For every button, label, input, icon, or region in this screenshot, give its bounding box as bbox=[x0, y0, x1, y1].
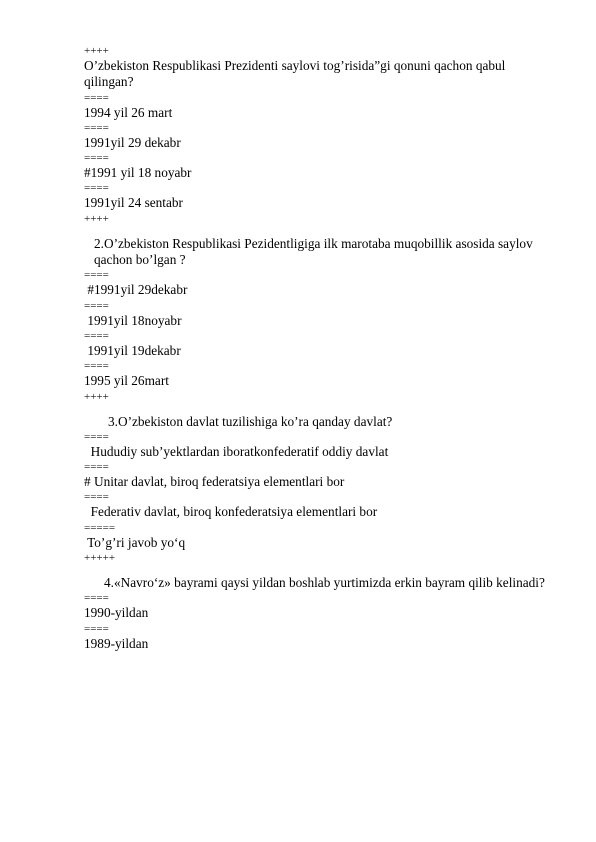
separator-marker: ==== bbox=[84, 299, 109, 312]
text-line: To’g’ri javob yo‘q bbox=[84, 534, 186, 550]
text-line: #1991 yil 18 noyabr bbox=[84, 165, 192, 181]
text-line: 2.O’zbekiston Respublikasi Pezidentligiga ilk marotaba muqobillik asosida saylov qachon bo’lgan ? bbox=[94, 235, 533, 268]
text-line: Hududiy sub’yektlardan iboratkonfederatif oddiy davlat bbox=[84, 443, 389, 459]
separator-marker: ==== bbox=[84, 491, 109, 504]
document-page bbox=[84, 44, 554, 652]
text-line: #1991yil 29dekabr bbox=[84, 282, 188, 298]
separator-marker: ==== bbox=[84, 269, 109, 282]
text-line: 1989-yildan bbox=[84, 635, 149, 651]
separator-marker: ==== bbox=[84, 152, 109, 165]
text-line: 1990-yildan bbox=[84, 605, 149, 621]
text-line: 1991yil 24 sentabr bbox=[84, 195, 183, 211]
text-line: 1991yil 19dekabr bbox=[84, 342, 181, 358]
separator-marker: ==== bbox=[84, 461, 109, 474]
separator-marker: ++++ bbox=[84, 45, 109, 57]
text-line: 1991yil 18noyabr bbox=[84, 312, 182, 328]
text-line: 4.«Navro‘z» bayrami qaysi yildan boshlab yurtimizda erkin bayram qilib kelinadi? bbox=[104, 575, 545, 591]
separator-marker: ==== bbox=[84, 121, 109, 134]
spacer bbox=[84, 404, 554, 414]
spacer bbox=[84, 226, 554, 236]
separator-marker: ==== bbox=[84, 91, 109, 104]
text-line: 3.O’zbekiston davlat tuzilishiga ko’ra qanday davlat? bbox=[108, 413, 393, 429]
separator-marker: ===== bbox=[84, 521, 116, 534]
text-line: 1991yil 29 dekabr bbox=[84, 134, 181, 150]
separator-marker: ==== bbox=[84, 182, 109, 195]
separator-marker: +++++ bbox=[84, 552, 116, 565]
spacer bbox=[84, 565, 554, 575]
text-line: O’zbekiston Respublikasi Prezidenti saylovi tog’risida”gi qonuni qachon qabul qilingan? bbox=[84, 58, 506, 90]
text-line: 1995 yil 26mart bbox=[84, 373, 169, 389]
text-line: Federativ davlat, biroq konfederatsiya elementlari bor bbox=[84, 504, 378, 520]
separator-marker: ==== bbox=[84, 622, 109, 635]
separator-marker: ==== bbox=[84, 592, 109, 605]
text-line: 1994 yil 26 mart bbox=[84, 104, 173, 120]
separator-marker: ==== bbox=[84, 329, 109, 342]
separator-marker: ==== bbox=[84, 360, 109, 373]
separator-marker: ==== bbox=[84, 430, 109, 443]
separator-marker: ++++ bbox=[84, 212, 109, 225]
text-line: # Unitar davlat, biroq federatsiya elementlari bor bbox=[84, 474, 345, 490]
separator-marker: ++++ bbox=[84, 390, 109, 403]
